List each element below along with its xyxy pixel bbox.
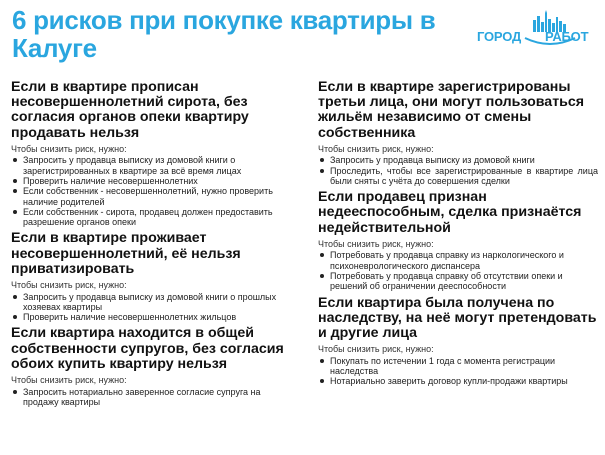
risk-subtitle: Чтобы снизить риск, нужно:: [11, 143, 127, 154]
right-column: [318, 80, 598, 391]
risk-subtitle: Чтобы снизить риск, нужно:: [11, 280, 127, 290]
list-item: Запросить у продавца выписку из домовой книги: [318, 155, 598, 165]
list-item: Покупать по истечении 1 года с момента регистрации наследства: [318, 356, 598, 377]
risk-heading: Если в квартире прописан несовершеннолетний сирота, без согласия органов опеки квартиру продавать нельзя: [11, 79, 249, 141]
list-item: Потребовать у продавца справку из наркологического и психоневрологического диспансера: [318, 250, 598, 271]
risk-heading: Если в квартире проживает несовершеннолетний, её нельзя приватизировать: [11, 230, 241, 277]
logo: [477, 10, 593, 54]
risk-section: [318, 296, 598, 387]
risk-heading: Если квартира находится в общей собственности супругов, без согласия обоих купить квартиру нельзя: [11, 325, 284, 372]
logo-text-right: РАБОТ: [545, 29, 589, 44]
list-item: Нотариально заверить договор купли-продажи квартиры: [318, 376, 598, 386]
list-item: Если собственник - несовершеннолетний, нужно проверить наличие родителей: [11, 186, 296, 207]
risk-subtitle: Чтобы снизить риск, нужно:: [318, 344, 434, 355]
list-item: Если собственник - сирота, продавец должен предоставить разрешение органов опеки: [11, 207, 296, 228]
risk-section: [11, 326, 296, 407]
risk-section: [318, 190, 598, 291]
risk-subtitle: Чтобы снизить риск, нужно:: [11, 375, 127, 385]
list-item: Запросить нотариально заверенное согласие супруга на продажу квартиры: [11, 387, 296, 408]
list-item: Проверить наличие несовершеннолетних: [11, 176, 296, 186]
risk-subtitle: Чтобы снизить риск, нужно:: [318, 238, 434, 249]
list-item: Запросить у продавца выписку из домовой книги о зарегистрированных в квартире за всё время лицах: [11, 155, 296, 176]
list-item: Запросить у продавца выписку из домовой книги о прошлых хозяевах квартиры: [11, 292, 296, 313]
risk-section: [318, 80, 598, 186]
risk-subtitle: Чтобы снизить риск, нужно:: [318, 143, 434, 154]
risk-section: [11, 80, 296, 227]
list-item: Проверить наличие несовершеннолетних жильцов: [11, 312, 296, 322]
risk-section: [11, 231, 296, 322]
logo-text-left: ГОРОД: [477, 29, 522, 44]
list-item: Проследить, чтобы все зарегистрированные в квартире лица были сняты с учёта до совершения сделки: [318, 166, 598, 187]
risk-heading: Если продавец признан недееспособным, сделка признаётся недействительной: [318, 189, 582, 236]
page-title: 6 рисков при покупке квартиры в Калуге: [12, 5, 436, 63]
left-column: [11, 80, 296, 411]
risk-heading: Если в квартире зарегистрированы третьи лица, они могут пользоваться жильём независимо от смены собственника: [318, 79, 585, 141]
list-item: Потребовать у продавца справку об отсутствии опеки и решений об ограничении дееспособности: [318, 271, 598, 292]
risk-heading: Если квартира была получена по наследству, на неё могут претендовать и другие лица: [318, 294, 597, 341]
